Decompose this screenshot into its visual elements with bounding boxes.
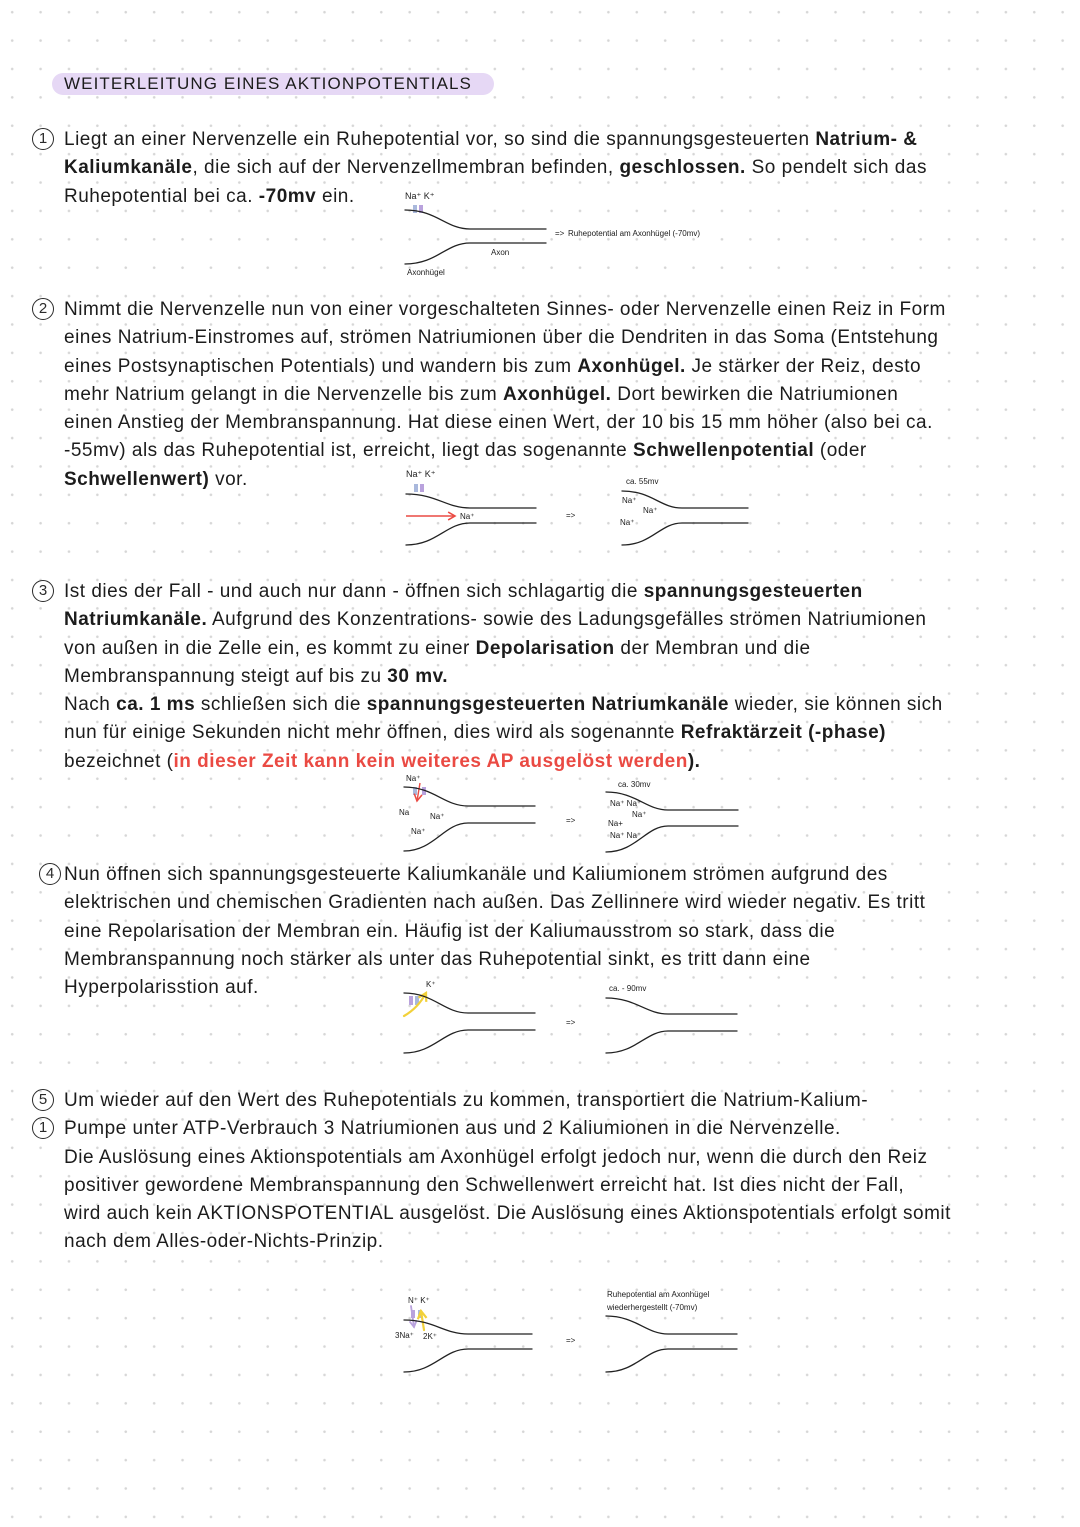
text-line — [64, 1115, 951, 1143]
text-line — [64, 1172, 951, 1200]
step-marker-1-repeat: 1 — [32, 1117, 54, 1139]
key-term: ). — [687, 750, 701, 772]
step-marker-3: 3 — [32, 580, 54, 602]
ion-channel-label: Na⁺ K⁺ — [406, 469, 436, 479]
text-run: mehr Natrium gelangt in die Nervenzelle bis zum — [64, 383, 504, 405]
text-line — [64, 437, 946, 465]
membrane-bottom-line — [404, 1349, 532, 1372]
text-line — [64, 324, 946, 352]
sodium-ion-label: Na⁺ Na⁺ — [610, 799, 642, 808]
text-run: Pumpe unter ATP-Verbrauch 3 Natriumionen aus und 2 Kaliumionen in die Nervenzelle. — [64, 1118, 841, 1140]
key-term: spannungsgesteuerten Natriumkanäle — [366, 694, 729, 715]
step-marker-4: 4 — [39, 863, 61, 885]
text-run: nach dem Alles-oder-Nichts-Prinzip. — [64, 1231, 384, 1253]
text-run: wieder, sie können sich — [728, 694, 943, 715]
key-term: Natrium- & — [815, 129, 918, 150]
text-line — [64, 466, 946, 494]
membrane-top-line — [606, 792, 738, 810]
text-line — [64, 691, 943, 719]
text-line — [64, 606, 943, 634]
text-run: nun für einige Sekunden nicht mehr öffnen, dies wird als sogenannte — [64, 722, 681, 744]
step-marker-1: 1 — [32, 128, 54, 150]
text-line — [64, 296, 946, 324]
sodium-ion-label: Na⁺ — [430, 812, 445, 821]
text-line — [64, 946, 925, 974]
ion-channel-label: Na⁺ K⁺ — [405, 191, 435, 201]
text-run: So pendelt sich das — [745, 157, 927, 179]
pump-sodium-label: 3Na⁺ — [395, 1331, 414, 1340]
potential-label: ca. - 90mv — [609, 984, 647, 993]
text-run: Hyperpolarisstion auf. — [64, 977, 259, 998]
section-1-text — [64, 126, 927, 211]
text-line — [64, 154, 927, 182]
sodium-ion-label: Na⁺ — [622, 496, 637, 505]
text-run: Je stärker der Reiz, desto — [685, 355, 922, 377]
text-line — [64, 918, 925, 946]
implies-arrow: => — [566, 1336, 576, 1345]
implies-arrow: => — [555, 229, 565, 238]
potassium-label: K⁺ — [426, 980, 436, 989]
text-line — [64, 889, 925, 917]
membrane-bottom-line — [622, 523, 748, 545]
text-line — [64, 663, 943, 691]
text-run: Membranspannung noch stärker als unter das Ruhepotential sinkt, es tritt dann eine — [64, 948, 811, 970]
text-run: Um wieder auf den Wert des Ruhepotentials zu kommen, transportiert die Natrium-Kalium- — [64, 1090, 869, 1111]
membrane-top-line — [404, 787, 535, 806]
sodium-out-arrow — [411, 1306, 414, 1327]
result-label: Ruhepotential am Axonhügel (-70mv) — [568, 229, 701, 238]
text-line — [64, 183, 927, 211]
text-run: ein. — [316, 185, 355, 207]
diagram-depolarisation — [399, 774, 738, 852]
key-term: Schwellenpotential — [633, 440, 815, 462]
key-term: geschlossen. — [619, 157, 746, 179]
axon-hillock-label: Axonhügel — [407, 268, 445, 277]
section-2-text — [64, 296, 946, 494]
text-line — [64, 578, 943, 606]
text-run: Membranspannung steigt auf bis zu — [64, 665, 388, 687]
sodium-ion-label: Na⁺ Na⁺ — [610, 831, 642, 840]
ion-channel-label: Na⁺ — [406, 774, 421, 783]
text-run: eines Natrium-Einstromes auf, strömen Natriumionen über die Dendriten in das Soma (Entstehung — [64, 327, 939, 349]
text-run: Ruhepotential bei ca. — [64, 185, 259, 207]
key-term: ca. 1 ms — [116, 694, 196, 715]
sodium-ion-label: Na⁺ — [620, 518, 635, 527]
key-term: Natriumkanäle. — [64, 609, 208, 631]
key-term: Depolarisation — [475, 637, 615, 659]
step-marker-2: 2 — [32, 298, 54, 320]
page-title: WEITERLEITUNG EINES AKTIONPOTENTIALS — [64, 74, 472, 93]
sodium-ion-label: Na⁺ — [643, 506, 658, 515]
implies-arrow: => — [566, 511, 576, 520]
text-line — [64, 353, 946, 381]
section-4-text — [64, 861, 925, 1002]
text-run: eine Repolarisation der Membran ein. Häufig ist der Kaliumausstrom so stark, dass die — [64, 920, 836, 942]
key-term: spannungsgesteuerten — [643, 581, 863, 602]
text-run: Aufgrund des Konzentrations- sowie des Ladungsgefälles strömen Natriumionen — [207, 609, 927, 631]
pump-icon — [411, 1310, 415, 1318]
text-run: der Membran und die — [614, 637, 811, 659]
implies-arrow: => — [566, 816, 576, 825]
text-run: Die Auslösung eines Aktionspotentials am Axonhügel erfolgt jedoch nur, wenn die durch den Reiz — [64, 1146, 928, 1168]
membrane-top-line — [606, 1316, 737, 1334]
text-line — [64, 1200, 951, 1228]
sodium-ion-label: Na⁺ — [411, 827, 426, 836]
sodium-ion-label: Na⁺ — [632, 810, 647, 819]
membrane-top-line — [406, 494, 536, 508]
axon-label: Axon — [491, 248, 510, 257]
pump-icon — [418, 1310, 422, 1318]
text-line — [64, 1228, 951, 1256]
key-term: -70mv — [258, 185, 317, 207]
text-run: eines Postsynaptischen Potentials) und wandern bis zum — [64, 355, 578, 377]
ion-channel-label: N⁺ K⁺ — [408, 1296, 430, 1305]
membrane-top-line — [405, 210, 546, 229]
text-run: bezeichnet ( — [64, 750, 174, 772]
text-run: , die sich auf der Nervenzellmembran befinden, — [192, 157, 620, 179]
text-run: -55mv) als das Ruhepotential ist, erreicht, liegt das sogenannte — [64, 440, 634, 462]
membrane-bottom-line — [404, 1030, 535, 1053]
potential-label: ca. 30mv — [618, 780, 651, 789]
key-term: Axonhügel. — [503, 383, 612, 405]
step-marker-5: 5 — [32, 1089, 54, 1111]
key-term: Kaliumkanäle — [64, 157, 193, 179]
text-run: Nimmt die Nervenzelle nun von einer vorgeschalteten Sinnes- oder Nervenzelle einen Reiz in Form — [64, 299, 946, 320]
implies-arrow: => — [566, 1018, 576, 1027]
key-term: Refraktärzeit (-phase) — [680, 722, 886, 744]
membrane-bottom-line — [406, 523, 536, 545]
diagram-sodium-potassium-pump — [395, 1290, 737, 1372]
text-run: einen Anstieg der Membranspannung. Hat diese einen Wert, der 10 bis 15 mm höher (also bei ca. — [64, 412, 933, 433]
key-term: 30 mv. — [387, 665, 449, 687]
pump-potassium-label: 2K⁺ — [423, 1332, 438, 1341]
text-line — [64, 974, 925, 1002]
sodium-ion-label: Na — [399, 808, 410, 817]
membrane-bottom-line — [404, 823, 535, 851]
sodium-influx-label: Na⁺ — [460, 512, 475, 521]
potassium-in-arrow — [421, 1311, 424, 1330]
membrane-bottom-line — [405, 243, 546, 264]
section-5-text — [64, 1087, 951, 1257]
text-run: Dort bewirken die Natriumionen — [611, 383, 899, 405]
text-line — [64, 861, 925, 889]
text-run: Ist dies der Fall - und auch nur dann - öffnen sich schlagartig die — [64, 581, 644, 602]
text-run: positiver gewordene Membranspannung den Schwellenwert erreicht hat. Ist dies nicht der Fall, — [64, 1174, 905, 1196]
text-run: elektrischen und chemischen Gradienten nach außen. Das Zellinnere wird wieder negativ. Es tritt — [64, 892, 926, 914]
text-run: von außen in die Zelle ein, es kommt zu einer — [64, 637, 476, 659]
membrane-bottom-line — [606, 1031, 737, 1053]
text-line — [64, 1087, 951, 1115]
potassium-channel-icon — [422, 787, 426, 795]
text-line — [64, 381, 946, 409]
membrane-bottom-line — [606, 826, 738, 852]
text-line — [64, 126, 927, 154]
text-run: wird auch kein AKTIONSPOTENTIAL ausgelöst. Die Auslösung eines Aktionspotentials erfolgt somit — [64, 1203, 951, 1224]
potential-label: ca. 55mv — [626, 477, 659, 486]
result-label: wiederhergestellt (-70mv) — [607, 1303, 698, 1312]
text-line — [64, 409, 946, 437]
text-run: schließen sich die — [195, 694, 367, 715]
text-run: Nach — [64, 694, 117, 715]
key-term: Axonhügel. — [577, 355, 686, 377]
result-label: Ruhepotential am Axonhügel — [607, 1290, 710, 1299]
section-3-text — [64, 578, 943, 776]
key-term: Schwellenwert) — [64, 468, 210, 490]
text-run: (oder — [814, 440, 867, 462]
text-line — [64, 1144, 951, 1172]
text-line — [64, 748, 943, 776]
sodium-channel-icon — [413, 787, 417, 795]
text-run: vor. — [209, 468, 248, 490]
text-line — [64, 719, 943, 747]
sodium-influx-arrow — [417, 783, 420, 801]
text-run: Liegt an einer Nervenzelle ein Ruhepotential vor, so sind die spannungsgesteuerten — [64, 129, 816, 150]
text-run: Nun öffnen sich spannungsgesteuerte Kaliumkanäle und Kaliumionem strömen aufgrund des — [64, 864, 888, 885]
text-line — [64, 635, 943, 663]
membrane-top-line — [404, 1320, 532, 1334]
red-highlight-note: in dieser Zeit kann kein weiteres AP ausgelöst werden — [173, 750, 688, 772]
sodium-ion-label: Na+ — [608, 819, 623, 828]
membrane-bottom-line — [606, 1349, 737, 1372]
